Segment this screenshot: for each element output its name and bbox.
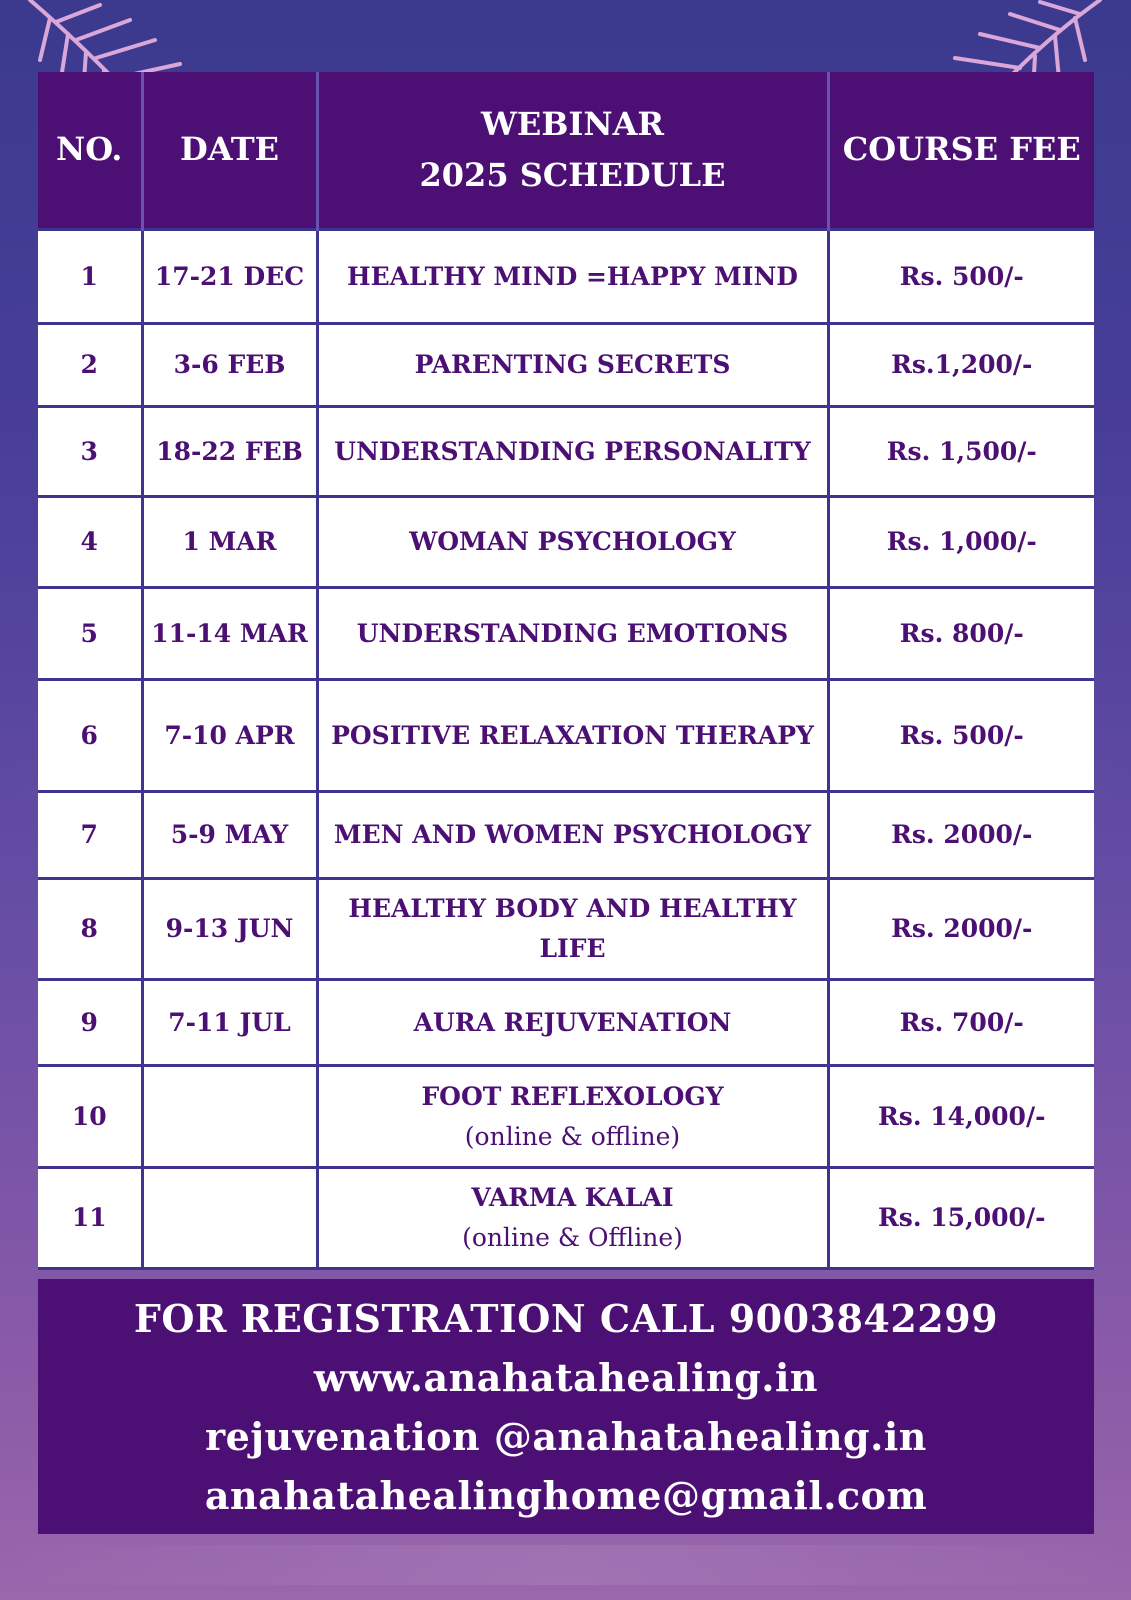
row-fee: Rs. 14,000/- (828, 1066, 1094, 1168)
table-row (38, 980, 1094, 1066)
row-title-main: FOOT REFLEXOLOGY (421, 1081, 724, 1111)
row-no: 11 (38, 1168, 142, 1269)
header-no: NO. (38, 72, 142, 230)
row-no: 10 (38, 1066, 142, 1168)
table-row (38, 407, 1094, 497)
row-date (142, 1066, 317, 1168)
row-title: MEN AND WOMEN PSYCHOLOGY (317, 792, 828, 879)
row-fee: Rs. 2000/- (828, 792, 1094, 879)
row-no: 4 (38, 497, 142, 588)
row-title: UNDERSTANDING PERSONALITY (317, 407, 828, 497)
registration-phone: FOR REGISTRATION CALL 9003842299 (133, 1295, 999, 1341)
website-link[interactable]: www.anahatahealing.in (313, 1354, 819, 1400)
row-fee: Rs. 1,000/- (828, 497, 1094, 588)
table-row (38, 1066, 1094, 1168)
header-date: DATE (142, 72, 317, 230)
row-no: 6 (38, 680, 142, 792)
table-row (38, 588, 1094, 680)
row-date: 9-13 JUN (142, 879, 317, 980)
row-title: AURA REJUVENATION (317, 980, 828, 1066)
row-title: POSITIVE RELAXATION THERAPY (317, 680, 828, 792)
row-title: UNDERSTANDING EMOTIONS (317, 588, 828, 680)
row-fee: Rs. 15,000/- (828, 1168, 1094, 1269)
row-no: 5 (38, 588, 142, 680)
row-date: 7-10 APR (142, 680, 317, 792)
row-title: HEALTHY BODY AND HEALTHY LIFE (317, 879, 828, 980)
header-title-line2: 2025 SCHEDULE (419, 156, 726, 194)
email-link-rejuvenation[interactable]: rejuvenation @anahatahealing.in (205, 1413, 927, 1459)
row-no: 3 (38, 407, 142, 497)
table-row (38, 792, 1094, 879)
row-title-sub: (online & offline) (464, 1121, 681, 1151)
table-row (38, 879, 1094, 980)
row-no: 8 (38, 879, 142, 980)
row-date: 11-14 MAR (142, 588, 317, 680)
row-no: 1 (38, 230, 142, 324)
header-row (38, 72, 1094, 230)
row-title: WOMAN PSYCHOLOGY (317, 497, 828, 588)
table-row (38, 230, 1094, 324)
row-date: 1 MAR (142, 497, 317, 588)
table-row (38, 680, 1094, 792)
row-title (317, 1168, 828, 1269)
row-date: 18-22 FEB (142, 407, 317, 497)
row-title-sub: (online & Offline) (462, 1223, 683, 1252)
email-link-gmail[interactable]: anahatahealinghome@gmail.com (204, 1472, 928, 1518)
header-title-line1: WEBINAR (480, 104, 664, 143)
schedule-table (38, 72, 1094, 1270)
schedule-card (38, 72, 1094, 1270)
row-no: 2 (38, 324, 142, 407)
registration-footer (38, 1279, 1094, 1534)
row-fee: Rs.1,200/- (828, 324, 1094, 407)
row-date (142, 1168, 317, 1269)
table-row (38, 324, 1094, 407)
row-title-main: VARMA KALAI (471, 1183, 674, 1212)
row-date: 5-9 MAY (142, 792, 317, 879)
row-fee: Rs. 1,500/- (828, 407, 1094, 497)
row-fee: Rs. 700/- (828, 980, 1094, 1066)
row-date: 7-11 JUL (142, 980, 317, 1066)
row-no: 9 (38, 980, 142, 1066)
table-row (38, 1168, 1094, 1269)
row-title: PARENTING SECRETS (317, 324, 828, 407)
row-title (317, 1066, 828, 1168)
header-title (317, 72, 828, 230)
row-fee: Rs. 2000/- (828, 879, 1094, 980)
row-fee: Rs. 500/- (828, 680, 1094, 792)
table-row (38, 497, 1094, 588)
row-fee: Rs. 800/- (828, 588, 1094, 680)
row-date: 17-21 DEC (142, 230, 317, 324)
row-title: HEALTHY MIND =HAPPY MIND (317, 230, 828, 324)
row-date: 3-6 FEB (142, 324, 317, 407)
row-no: 7 (38, 792, 142, 879)
header-fee: COURSE FEE (828, 72, 1094, 230)
row-fee: Rs. 500/- (828, 230, 1094, 324)
